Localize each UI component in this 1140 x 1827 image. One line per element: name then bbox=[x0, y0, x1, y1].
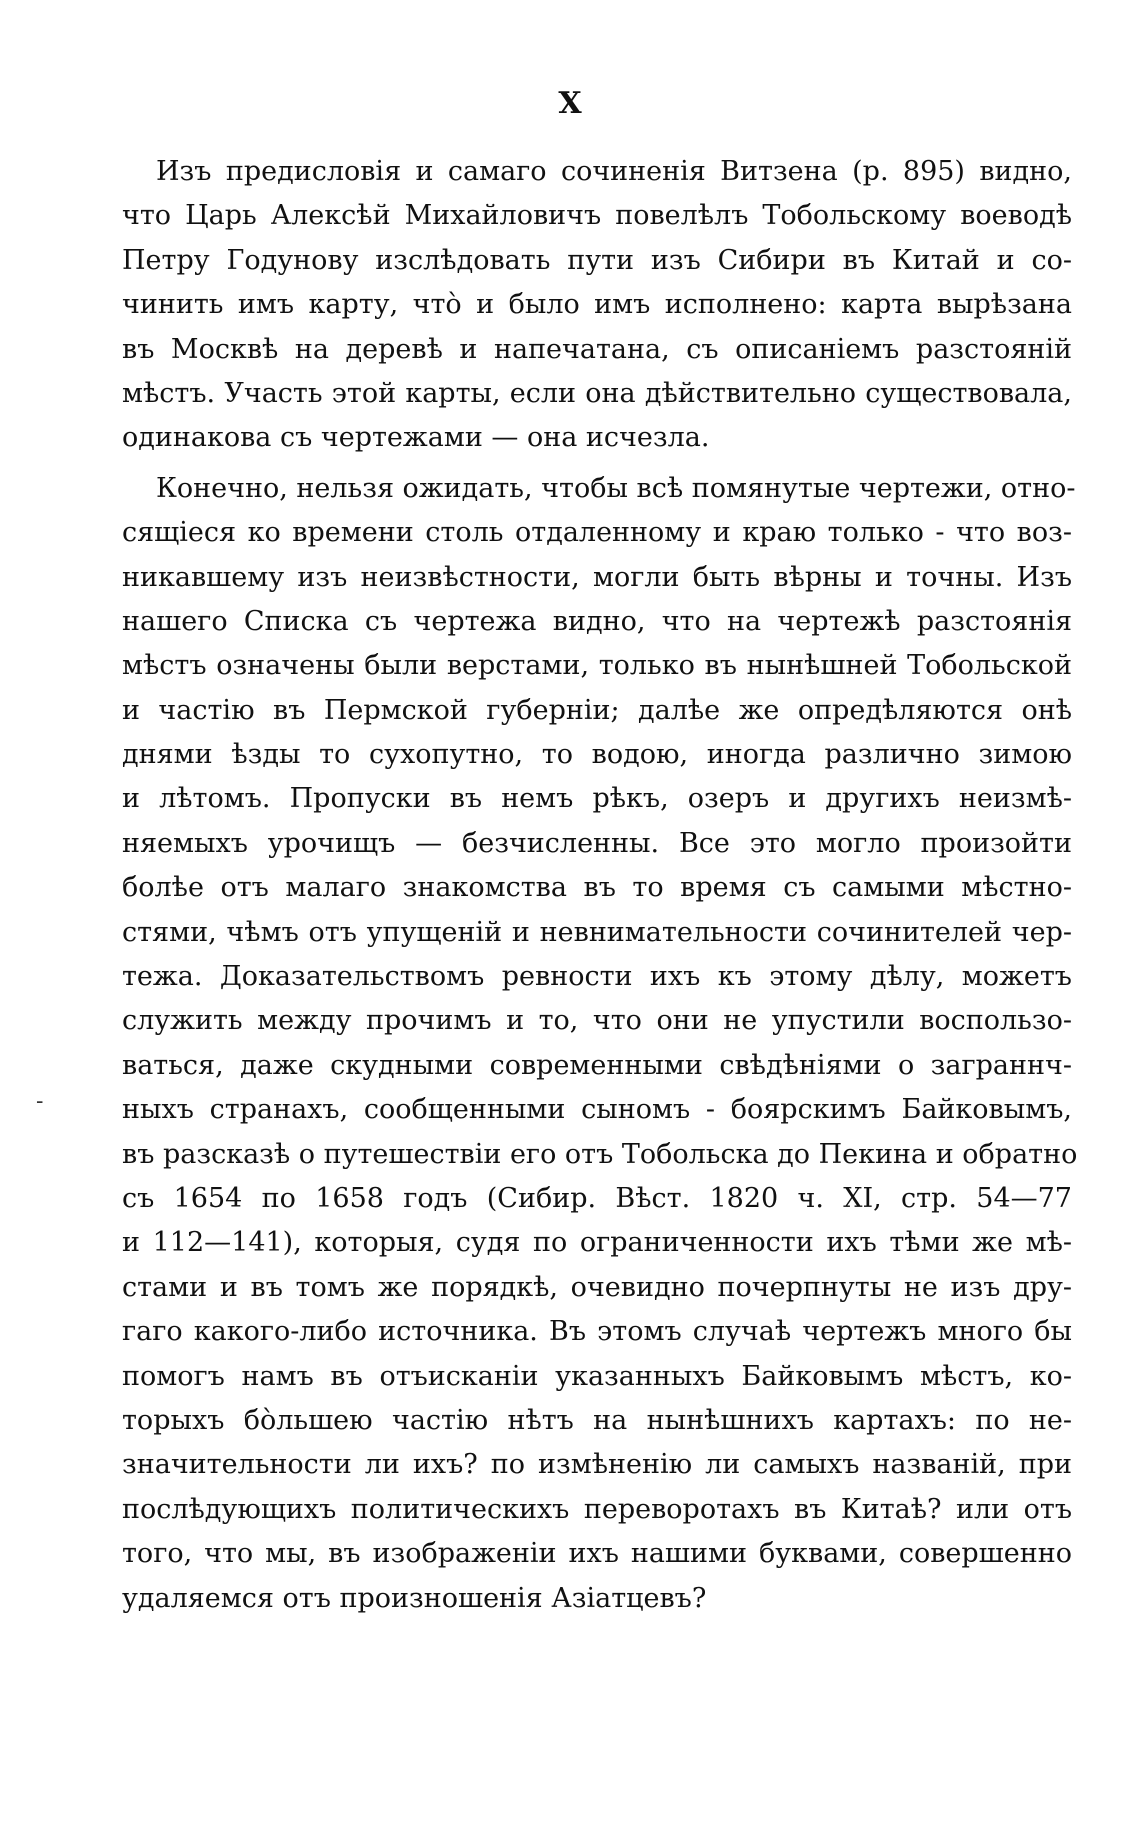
text-line: служить между прочимъ и то, что они не упустили воспользо- bbox=[122, 1005, 1072, 1037]
text-line: что Царь Алексѣй Михайловичъ повелѣлъ Тобольскому воеводѣ bbox=[122, 200, 1072, 232]
paragraph-1 bbox=[122, 150, 1072, 461]
text-line: Изъ предисловія и самаго сочиненія Витзена (р. 895) видно, bbox=[156, 156, 1072, 187]
page-number: X bbox=[558, 86, 582, 121]
body-text bbox=[122, 150, 1078, 1621]
text-line: нашего Списка съ чертежа видно, что на чертежѣ разстоянія bbox=[122, 605, 1072, 637]
text-line: торыхъ бо̀льшею частію нѣтъ на нынѣшнихъ картахъ: по не- bbox=[122, 1404, 1072, 1436]
text-line: стями, чѣмъ отъ упущеній и невнимательности сочинителей чер- bbox=[122, 916, 1072, 948]
text-line: никавшему изъ неизвѣстности, могли быть вѣрны и точны. Изъ bbox=[122, 561, 1072, 593]
text-line: и 112—141), которыя, судя по ограниченности ихъ тѣми же мѣ- bbox=[122, 1227, 1072, 1259]
text-line: Конечно, нельзя ожидать, чтобы всѣ помянутые чертежи, отно- bbox=[156, 472, 1076, 504]
paragraph-2 bbox=[122, 467, 1078, 1621]
text-line: чинить имъ карту, что̀ и было имъ исполнено: карта вырѣзана bbox=[122, 289, 1072, 321]
text-line: ныхъ странахъ, сообщенными сыномъ - боярскимъ Байковымъ, bbox=[122, 1094, 1072, 1126]
text-line: тежа. Доказательствомъ ревности ихъ къ этому дѣлу, можетъ bbox=[122, 961, 1072, 993]
text-line: гаго какого-либо источника. Въ этомъ случаѣ чертежъ много бы bbox=[122, 1316, 1072, 1348]
text-line: и частію въ Пермской губерніи; далѣе же опредѣляются онѣ bbox=[122, 694, 1072, 726]
text-line: мѣстъ. Участь этой карты, если она дѣйствительно существовала, bbox=[122, 377, 1072, 409]
text-line: ваться, даже скудными современными свѣдѣніями о заграннч- bbox=[122, 1049, 1072, 1081]
text-line: мѣстъ означены были верстами, только въ нынѣшней Тобольской bbox=[122, 650, 1072, 682]
text-line: того, что мы, въ изображеніи ихъ нашими буквами, совершенно bbox=[122, 1538, 1072, 1570]
text-line: послѣдующихъ политическихъ переворотахъ въ Китаѣ? или отъ bbox=[122, 1493, 1072, 1525]
margin-mark: - bbox=[36, 1089, 44, 1114]
text-line: помогъ намъ въ отъисканіи указанныхъ Байковымъ мѣстъ, ко- bbox=[122, 1360, 1072, 1392]
text-line: болѣе отъ малаго знакомства въ то время съ самыми мѣстно- bbox=[122, 872, 1072, 904]
text-line: и лѣтомъ. Пропуски въ немъ рѣкъ, озеръ и другихъ неизмѣ- bbox=[122, 783, 1072, 815]
text-line: днями ѣзды то сухопутно, то водою, иногда различно зимою bbox=[122, 739, 1072, 771]
text-line: удаляемся отъ произношенія Азіатцевъ? bbox=[122, 1582, 707, 1614]
text-line: стами и въ томъ же порядкѣ, очевидно почерпнуты не изъ дру- bbox=[122, 1271, 1072, 1303]
text-line: Петру Годунову изслѣдовать пути изъ Сибири въ Китай и со- bbox=[122, 244, 1072, 276]
text-line: съ 1654 по 1658 годъ (Сибир. Вѣст. 1820 ч. XI, стр. 54—77 bbox=[122, 1182, 1072, 1214]
text-line: въ Москвѣ на деревѣ и напечатана, съ описаніемъ разстояній bbox=[122, 333, 1072, 365]
text-line: сящіеся ко времени столь отдаленному и краю только - что воз- bbox=[122, 517, 1072, 549]
text-line: няемыхъ урочищъ — безчисленны. Все это могло произойти bbox=[122, 827, 1072, 859]
text-line: въ разсказѣ о путешествіи его отъ Тобольска до Пекина и обратно bbox=[122, 1138, 1078, 1170]
text-line: одинакова съ чертежами — она исчезла. bbox=[122, 422, 710, 454]
text-line: значительности ли ихъ? по измѣненію ли самыхъ названій, при bbox=[122, 1449, 1072, 1481]
